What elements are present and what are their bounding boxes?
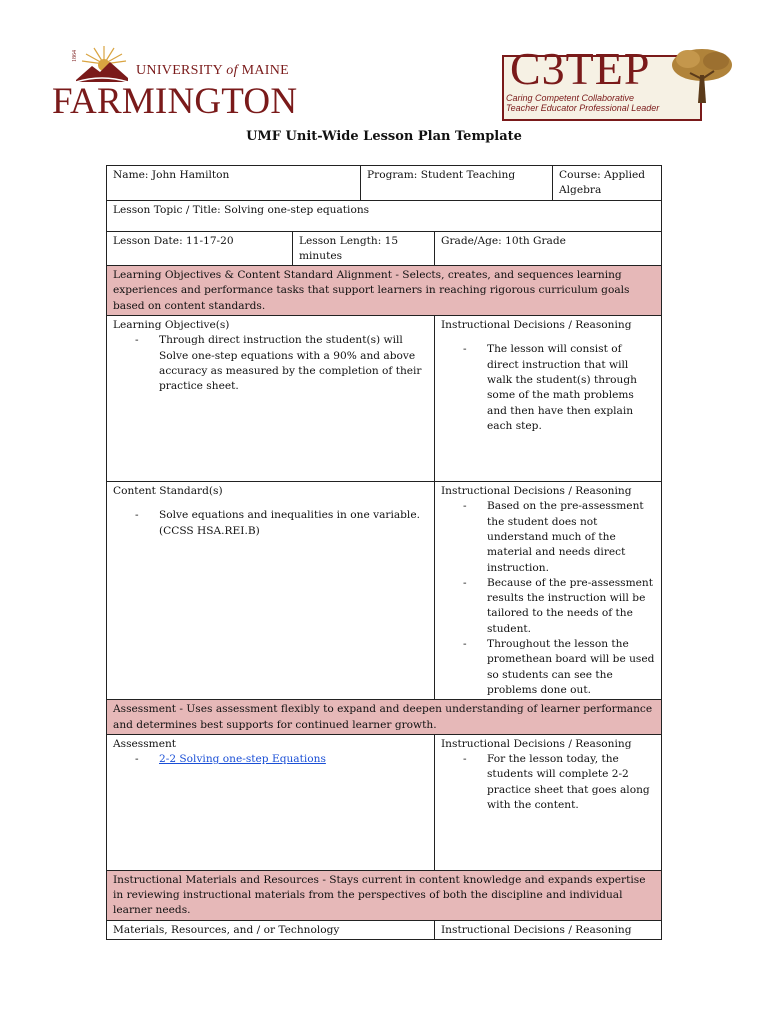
date-cell: Lesson Date: 11-17-20 (107, 231, 293, 266)
assessment-link[interactable]: 2-2 Solving one-step Equations (159, 753, 326, 766)
materials-section-header: Instructional Materials and Resources - Stays current in content knowledge and expands expertise in reviewing instructional materials from the perspectives of both the discipline and individual learner needs. (107, 870, 662, 920)
document-title: UMF Unit-Wide Lesson Plan Template (246, 129, 522, 144)
decisions-label: Instructional Decisions / Reasoning (435, 920, 662, 939)
name-cell: Name: John Hamilton (107, 166, 361, 201)
objective-list (113, 333, 428, 394)
length-cell: Lesson Length: 15 minutes (293, 231, 435, 266)
topic-cell: Lesson Topic / Title: Solving one-step equations (107, 200, 662, 231)
list-item: - Based on the pre-assessment the student does not understand much of the material and needs direct instruction. (441, 499, 655, 575)
tree-icon (666, 45, 738, 111)
list-item (113, 752, 428, 767)
assessment-reasoning-cell (435, 734, 662, 870)
decisions-label: Instructional Decisions / Reasoning (441, 319, 632, 332)
program-cell: Program: Student Teaching (361, 166, 553, 201)
list-item: - Solve equations and inequalities in one variable. (CCSS HSA.REI.B) (113, 508, 428, 539)
ctep-wordmark: C3TEP (510, 43, 651, 94)
standard-reasoning-list (441, 499, 655, 698)
standard-label: Content Standard(s) (113, 485, 223, 498)
list-item: - Through direct instruction the student(s) will Solve one-step equations with a 90% and above accuracy as measured by the completion of their practice sheet. (113, 333, 428, 394)
assessment-section-header: Assessment - Uses assessment flexibly to expand and deepen understanding of learner performance and determines best supports for continued learner growth. (107, 700, 662, 735)
objectives-section-header: Learning Objectives & Content Standard Alignment - Selects, creates, and sequences learning experiences and performance tasks that support learners in reaching rigorous curriculum goals based on content standards. (107, 266, 662, 316)
umf-year: 1864 (72, 50, 78, 62)
umf-logo (52, 42, 298, 122)
assessment-reasoning-list (441, 752, 655, 813)
page-header (0, 0, 768, 128)
standard-cell (107, 482, 435, 700)
course-cell: Course: Applied Algebra (553, 166, 662, 201)
list-item: - For the lesson today, the students will complete 2-2 practice sheet that goes along with the content. (441, 752, 655, 813)
umf-farmington-wordmark: FARMINGTON (52, 81, 298, 122)
decisions-label: Instructional Decisions / Reasoning (441, 737, 632, 750)
materials-label: Materials, Resources, and / or Technology (107, 920, 435, 939)
assessment-label: Assessment (113, 737, 177, 750)
objective-label: Learning Objective(s) (113, 319, 230, 332)
mountain-sun-icon (74, 44, 130, 84)
objective-reasoning-cell (435, 316, 662, 482)
list-item: - Throughout the lesson the promethean board will be used so students can see the problems done out. (441, 637, 655, 698)
ctep-logo (502, 45, 738, 123)
assessment-list (113, 752, 428, 767)
list-item: - The lesson will consist of direct instruction that will walk the student(s) through some of the math problems and then have then explain each step. (441, 342, 655, 434)
objective-reasoning-list (441, 342, 655, 434)
objective-cell (107, 316, 435, 482)
standard-reasoning-cell (435, 482, 662, 700)
decisions-label: Instructional Decisions / Reasoning (441, 485, 632, 498)
umf-university-line: UNIVERSITY of MAINE (136, 63, 289, 78)
lesson-plan-table (106, 165, 662, 940)
grade-cell: Grade/Age: 10th Grade (435, 231, 662, 266)
standard-list (113, 508, 428, 539)
assessment-cell (107, 734, 435, 870)
list-item: - Because of the pre-assessment results the instruction will be tailored to the needs of the student. (441, 576, 655, 637)
ctep-tagline: Caring Competent Collaborative Teacher Educator Professional Leader (506, 93, 660, 113)
